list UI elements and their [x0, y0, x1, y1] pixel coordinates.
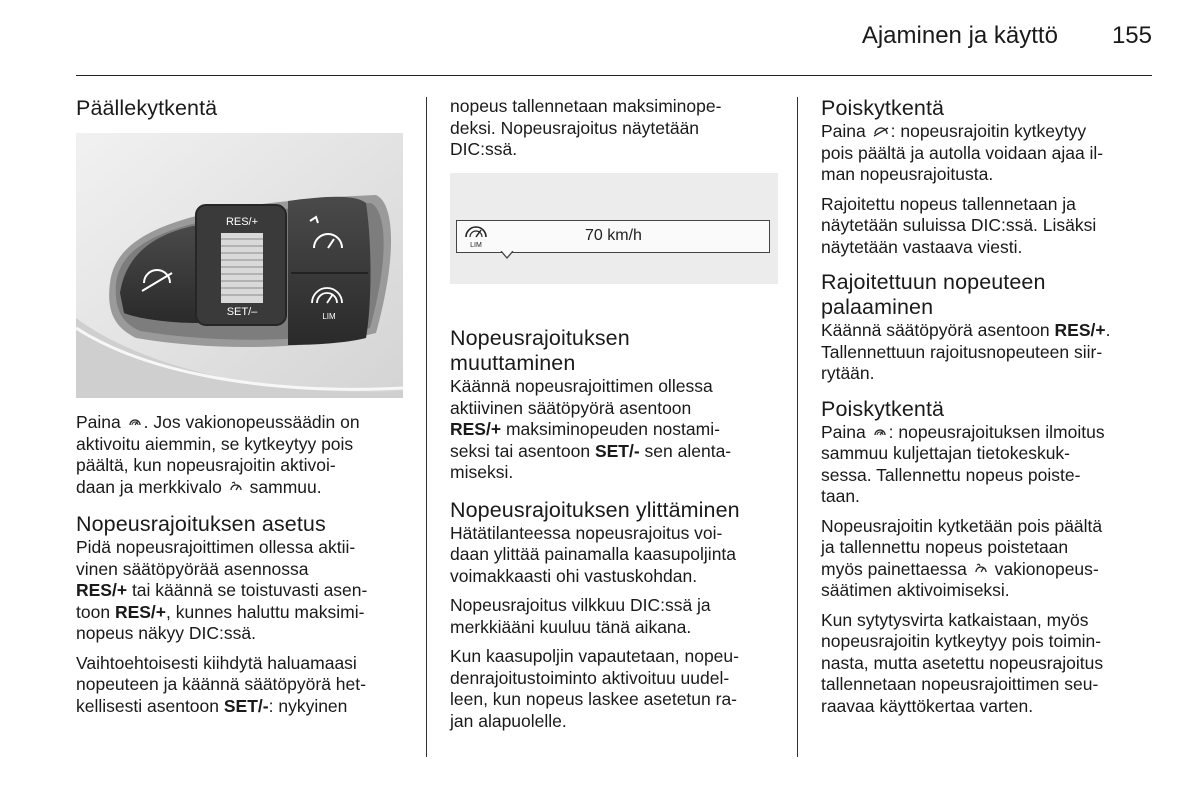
paragraph: Käännä säätöpyörä asentoon RES/+. Tallennettuun rajoitusnopeuteen siir- rytään. [821, 320, 1111, 383]
steering-controls-illustration [76, 133, 403, 398]
speed-readout: 70 km/h [585, 227, 642, 244]
paragraph: Nopeusrajoitus vilkkuu DIC:ssä ja merkkiääni kuuluu tänä aikana. [450, 595, 711, 637]
paragraph: Vaihtoehtoisesti kiihdytä haluamaasi nopeuteen ja käännä säätöpyörä het- kellisesti asentoon SET/-: nykyinen [76, 652, 366, 716]
paragraph: Kun kaasupoljin vapautetaan, nopeu- denrajoitustoiminto aktivoituu uudel- leen, kun nopeus laskee asetetun ra- jan alapuolelle. [450, 646, 739, 731]
speed-limiter-icon [873, 425, 887, 439]
driver-information-display [450, 173, 778, 284]
cruise-control-icon [974, 562, 988, 576]
paragraph: Hätätilanteessa nopeusrajoitus voi- daan ylittää painamalla kaasupoljinta voimakkaasti ohi vastuskohdan. [450, 522, 737, 586]
section-title: Ajaminen ja käyttö [861, 22, 1058, 49]
column-3 [821, 96, 1156, 717]
res-plus-label: RES/+ [225, 216, 259, 228]
column-divider [426, 97, 427, 757]
heading-set-limit: Nopeusrajoituksen asetus [76, 512, 326, 536]
paragraph: Kun sytytysvirta katkaistaan, myös nopeusrajoitin kytkeytyy pois toimin- nasta, mutta asetettu nopeusrajoitus tallennetaan nopeusrajoittimen seu- raavaa käyttökertaa varten. [821, 609, 1104, 716]
paragraph: Paina . Jos vakionopeussäädin on aktivoitu aiemmin, se kytkeytyy pois päältä, kun nopeusrajoitin aktivoi- daan ja merkkivalo sammuu. [76, 412, 360, 497]
callout-pointer [500, 251, 514, 260]
heading-switch-off-2: Poiskytkentä [821, 396, 945, 421]
column-2-body [450, 326, 780, 732]
dic-message-box [456, 220, 770, 253]
lim-label: LIM [470, 242, 482, 249]
lim-label: LIM [322, 312, 336, 321]
heading-change-limit: Nopeusrajoituksen muuttaminen [450, 326, 630, 375]
page-header [862, 22, 1152, 62]
column-1-body [76, 412, 411, 717]
heading-resume-limit: Rajoitettuun nopeuteen palaaminen [821, 270, 1046, 319]
heading-switch-on: Päällekytkentä [76, 96, 218, 120]
column-2 [450, 96, 780, 169]
paragraph: Nopeusrajoitin kytketään pois päältä ja tallennettu nopeus poistetaan myös painettaessa vakionopeus- säätimen aktivoimiseksi. [821, 515, 1103, 600]
paragraph: Käännä nopeusrajoittimen ollessa aktiivinen säätöpyörä asentoon RES/+ maksiminopeuden nostami- seksi tai asentoon SET/- sen alenta- miseksi. [450, 376, 732, 482]
heading-exceed-limit: Nopeusrajoituksen ylittäminen [450, 497, 740, 522]
cruise-control-icon [229, 480, 243, 494]
paragraph: Pidä nopeusrajoittimen ollessa aktii- vinen säätöpyörää asennossa RES/+ tai käännä se toistuvasti asen- toon RES/+, kunnes haluttu maksimi- nopeus näkyy DIC:ssä. [76, 537, 368, 643]
paragraph: Paina : nopeusrajoitin kytkeytyy pois päältä ja autolla voidaan ajaa il- man nopeusrajoitusta. [821, 121, 1104, 184]
paragraph: nopeus tallennetaan maksiminope- deksi. Nopeusrajoitus näytetään DIC:ssä. [450, 96, 722, 159]
column-1 [76, 96, 411, 121]
heading-switch-off: Poiskytkentä [821, 96, 945, 120]
page-number: 155 [1111, 22, 1152, 49]
set-minus-label: SET/– [226, 306, 258, 318]
paragraph: Paina : nopeusrajoituksen ilmoitus sammuu kuljettajan tietokeskuk- sessa. Tallennettu nopeus poiste- taan. [821, 421, 1105, 506]
limiter-off-icon [873, 124, 889, 138]
steering-wheel-controls-figure [76, 133, 403, 398]
speed-limiter-icon [463, 223, 491, 249]
header-rule [76, 75, 1152, 76]
paragraph: Rajoitettu nopeus tallennetaan ja näytetään suluissa DIC:ssä. Lisäksi näytetään vastaava viesti. [821, 193, 1097, 257]
speed-limiter-icon [128, 415, 142, 429]
column-divider [797, 97, 798, 757]
